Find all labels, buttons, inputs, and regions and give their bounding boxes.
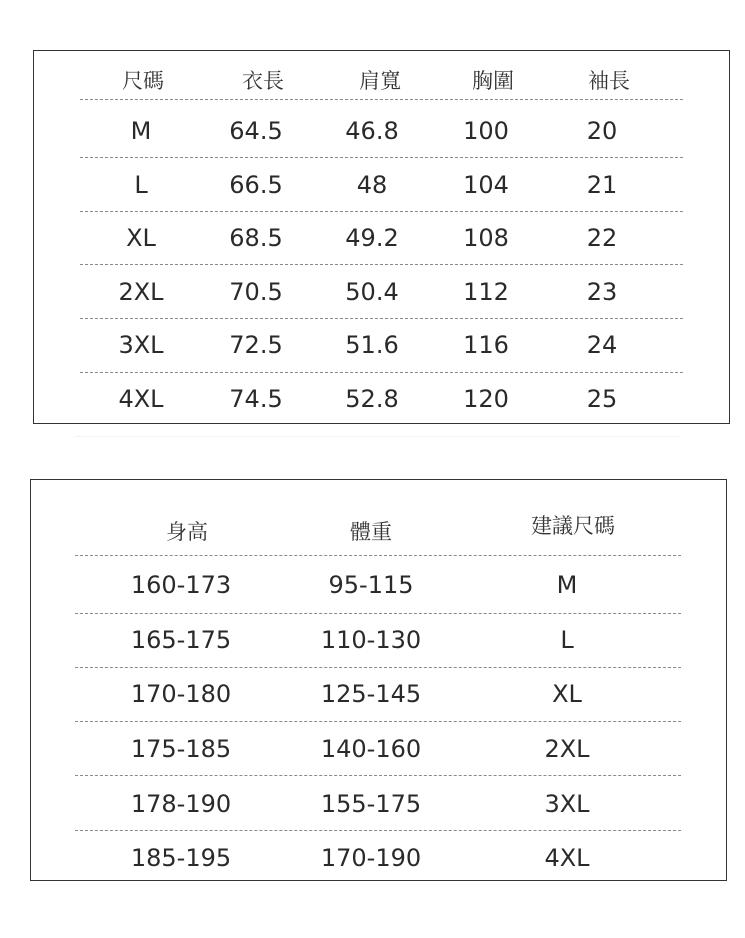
weight-cell: 140-160 (320, 735, 422, 763)
length-cell: 68.5 (229, 224, 283, 252)
shoulder-cell: 46.8 (345, 117, 399, 145)
row-divider (75, 613, 681, 614)
row-divider (75, 667, 681, 668)
sleeve-cell: 23 (586, 278, 618, 306)
sleeve-cell: 22 (586, 224, 618, 252)
length-cell: 74.5 (229, 385, 283, 413)
sleeve-cell: 24 (586, 331, 618, 359)
size-cell: L (134, 171, 148, 199)
chest-cell: 104 (463, 171, 509, 199)
length-cell: 70.5 (229, 278, 283, 306)
size-recommendation-table (30, 479, 727, 881)
height-cell: 165-175 (130, 626, 232, 654)
length-cell: 66.5 (229, 171, 283, 199)
row-divider (80, 264, 683, 265)
size-cell: 2XL (118, 278, 164, 306)
row-divider (75, 775, 681, 776)
row-divider (80, 99, 683, 100)
length-cell: 64.5 (229, 117, 283, 145)
height-cell: 185-195 (130, 844, 232, 872)
size-cell: XL (126, 224, 156, 252)
weight-cell: 125-145 (320, 680, 422, 708)
recommended-size-cell: 4XL (544, 844, 590, 872)
faint-divider (75, 436, 680, 437)
header-recommended-size: 建議尺碼 (531, 514, 615, 538)
header-size: 尺碼 (122, 69, 164, 93)
header-shoulder: 肩寬 (359, 69, 401, 93)
chest-cell: 100 (463, 117, 509, 145)
header-chest: 胸圍 (472, 69, 514, 93)
chest-cell: 108 (463, 224, 509, 252)
shoulder-cell: 48 (356, 171, 388, 199)
header-length: 衣長 (242, 69, 284, 93)
row-divider (75, 721, 681, 722)
weight-cell: 170-190 (320, 844, 422, 872)
chest-cell: 116 (463, 331, 509, 359)
length-cell: 72.5 (229, 331, 283, 359)
recommended-size-cell: M (556, 571, 578, 599)
chest-cell: 112 (463, 278, 509, 306)
sleeve-cell: 20 (586, 117, 618, 145)
weight-cell: 95-115 (328, 571, 414, 599)
size-cell: 4XL (118, 385, 164, 413)
recommended-size-cell: 2XL (544, 735, 590, 763)
recommended-size-cell: XL (552, 680, 582, 708)
recommended-size-cell: L (560, 626, 574, 654)
row-divider (75, 555, 681, 556)
sleeve-cell: 21 (586, 171, 618, 199)
height-cell: 175-185 (130, 735, 232, 763)
row-divider (80, 157, 683, 158)
recommended-size-cell: 3XL (544, 790, 590, 818)
shoulder-cell: 50.4 (345, 278, 399, 306)
shoulder-cell: 51.6 (345, 331, 399, 359)
size-chart-table (33, 50, 730, 424)
height-cell: 170-180 (130, 680, 232, 708)
header-sleeve: 袖長 (588, 69, 630, 93)
height-cell: 160-173 (130, 571, 232, 599)
header-height: 身高 (166, 520, 208, 544)
size-cell: 3XL (118, 331, 164, 359)
header-weight: 體重 (350, 520, 392, 544)
row-divider (80, 211, 683, 212)
chest-cell: 120 (463, 385, 509, 413)
sleeve-cell: 25 (586, 385, 618, 413)
shoulder-cell: 52.8 (345, 385, 399, 413)
row-divider (80, 318, 683, 319)
row-divider (80, 372, 683, 373)
row-divider (75, 830, 681, 831)
size-cell: M (130, 117, 152, 145)
weight-cell: 110-130 (320, 626, 422, 654)
shoulder-cell: 49.2 (345, 224, 399, 252)
weight-cell: 155-175 (320, 790, 422, 818)
height-cell: 178-190 (130, 790, 232, 818)
